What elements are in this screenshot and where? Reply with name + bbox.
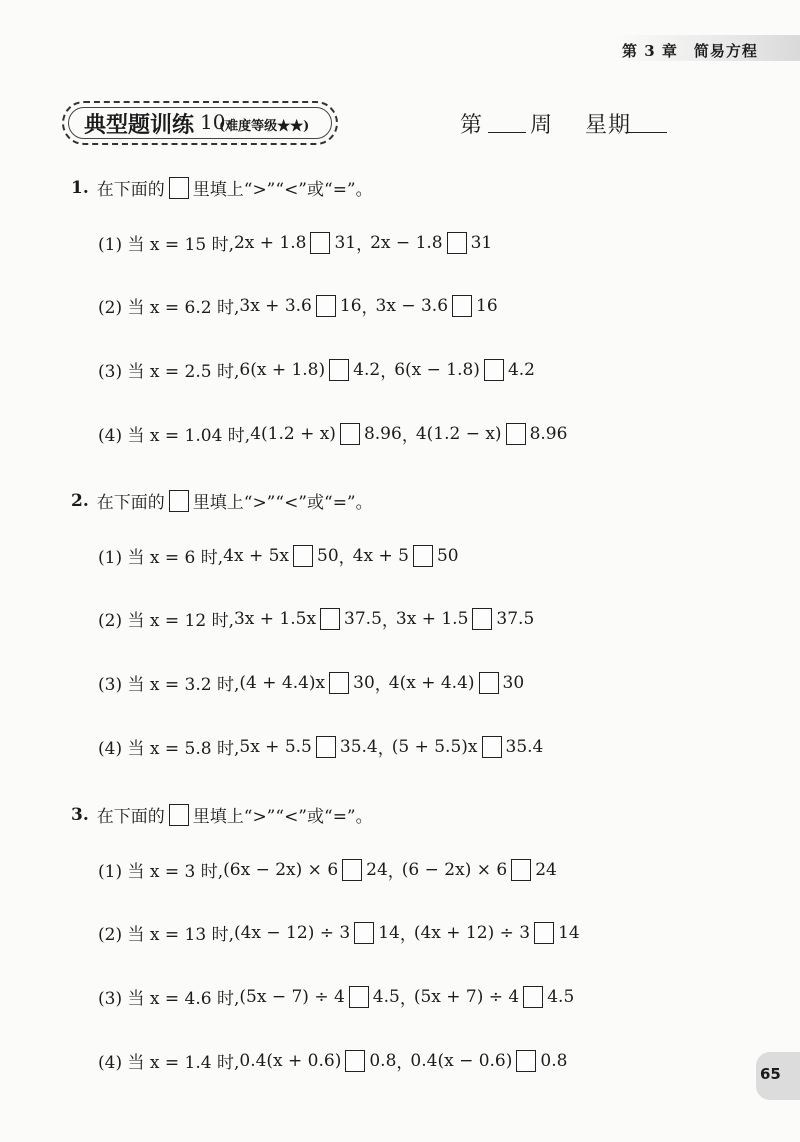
sub-question-label: (3) 当 x = 2.5 时, xyxy=(98,362,240,382)
comma-separator: ， xyxy=(338,548,356,568)
expression-left: (5x + 7) ÷ 4 xyxy=(413,986,520,1007)
comparison-1 xyxy=(239,359,380,381)
sub-question-label: (4) 当 x = 1.4 时, xyxy=(98,1053,240,1073)
exercise-title: 典型题训练 xyxy=(84,112,195,138)
comparison-1 xyxy=(234,608,382,630)
expression-right: 14 xyxy=(558,922,580,943)
example-answer-box xyxy=(169,177,189,199)
comparison-2 xyxy=(389,672,524,694)
expression-left: (5x − 7) ÷ 4 xyxy=(239,986,345,1007)
expression-left: 2x + 1.8 xyxy=(233,232,307,253)
expression-left: 4(1.2 − x) xyxy=(415,423,502,444)
expression-right: 16 xyxy=(339,295,362,316)
comparison-1 xyxy=(239,1050,396,1072)
question-prompt-after: 里填上“>”“<”或“=”。 xyxy=(192,807,373,827)
question-prompt-before: 在下面的 xyxy=(96,493,165,513)
question-heading xyxy=(71,175,373,200)
sub-question-row xyxy=(98,1048,567,1073)
question-prompt-after: 里填上“>”“<”或“=”。 xyxy=(192,180,373,200)
expression-left: 0.4(x + 0.6) xyxy=(239,1050,342,1071)
answer-box[interactable] xyxy=(482,736,502,758)
comparison-2 xyxy=(396,608,534,630)
sub-question-row xyxy=(98,293,498,318)
answer-box[interactable] xyxy=(484,359,504,381)
expression-right: 30 xyxy=(353,672,375,693)
expression-right: 37.5 xyxy=(496,608,535,629)
comparison-2 xyxy=(392,736,544,758)
comma-separator: ， xyxy=(380,362,398,382)
answer-box[interactable] xyxy=(342,859,362,881)
answer-box[interactable] xyxy=(316,736,336,758)
sub-question-row xyxy=(98,920,580,945)
answer-box[interactable] xyxy=(413,545,433,567)
sub-question-label: (2) 当 x = 12 时, xyxy=(98,611,234,631)
expression-left: 2x − 1.8 xyxy=(370,232,443,253)
question-number: 3. xyxy=(71,804,89,825)
sub-question-label: (4) 当 x = 5.8 时, xyxy=(98,739,240,759)
comparison-2 xyxy=(416,423,568,445)
expression-left: 3x + 1.5x xyxy=(233,608,317,629)
answer-box[interactable] xyxy=(320,608,340,630)
comparison-1 xyxy=(250,423,402,445)
expression-right: 4.2 xyxy=(353,359,381,380)
expression-right: 4.5 xyxy=(372,986,400,1007)
sub-question-row xyxy=(98,857,557,882)
question-prompt-before: 在下面的 xyxy=(96,807,165,827)
expression-left: (4x − 12) ÷ 3 xyxy=(233,922,351,943)
expression-right: 37.5 xyxy=(344,608,382,629)
comma-separator: ， xyxy=(377,739,395,759)
expression-left: (6 − 2x) × 6 xyxy=(401,859,508,880)
expression-left: 4x + 5 xyxy=(352,545,409,566)
comma-separator: ， xyxy=(399,925,417,945)
comma-separator: ， xyxy=(396,1053,414,1073)
expression-right: 4.2 xyxy=(507,359,535,380)
answer-box[interactable] xyxy=(447,232,467,254)
answer-box[interactable] xyxy=(516,1050,536,1072)
answer-box[interactable] xyxy=(316,295,336,317)
answer-box[interactable] xyxy=(349,986,369,1008)
sub-question-row xyxy=(98,421,567,446)
comparison-2 xyxy=(414,986,574,1008)
sub-question-label: (1) 当 x = 6 时, xyxy=(98,548,224,568)
comparison-2 xyxy=(402,859,557,881)
answer-box[interactable] xyxy=(329,359,349,381)
question-heading xyxy=(71,802,373,827)
expression-left: 3x + 1.5 xyxy=(395,608,469,629)
expression-right: 35.4 xyxy=(339,736,378,757)
question-prompt-before: 在下面的 xyxy=(96,180,165,200)
comparison-1 xyxy=(239,986,399,1008)
comparison-1 xyxy=(239,295,361,317)
comparison-1 xyxy=(239,672,374,694)
sub-question-row xyxy=(98,734,543,759)
expression-right: 16 xyxy=(476,295,498,316)
expression-left: 3x + 3.6 xyxy=(239,295,312,316)
question-prompt-after: 里填上“>”“<”或“=”。 xyxy=(192,493,373,513)
expression-left: 6(x − 1.8) xyxy=(394,359,480,380)
expression-left: 3x − 3.6 xyxy=(375,295,449,316)
comma-separator: ， xyxy=(399,989,417,1009)
expression-right: 50 xyxy=(317,545,339,566)
expression-left: 4(x + 4.4) xyxy=(388,672,475,693)
expression-right: 4.5 xyxy=(547,986,575,1007)
week-blank xyxy=(488,132,526,133)
sub-question-label: (2) 当 x = 13 时, xyxy=(98,925,234,945)
expression-right: 30 xyxy=(502,672,525,693)
expression-right: 0.8 xyxy=(540,1050,568,1071)
example-answer-box xyxy=(169,490,189,512)
comparison-2 xyxy=(410,1050,567,1072)
comma-separator: ， xyxy=(381,611,399,631)
expression-right: 35.4 xyxy=(505,736,544,757)
comma-separator: ， xyxy=(361,298,379,318)
comma-separator: ， xyxy=(401,426,419,446)
sub-question-row xyxy=(98,670,524,695)
answer-box[interactable] xyxy=(354,922,374,944)
comma-separator: ， xyxy=(356,235,374,255)
answer-box[interactable] xyxy=(345,1050,365,1072)
week-suffix-label: 周 xyxy=(530,113,553,138)
answer-box[interactable] xyxy=(310,232,330,254)
answer-box[interactable] xyxy=(329,672,349,694)
answer-box[interactable] xyxy=(293,545,313,567)
comparison-2 xyxy=(353,545,459,567)
expression-right: 0.8 xyxy=(369,1050,397,1071)
expression-left: 4x + 5x xyxy=(223,545,290,566)
sub-question-label: (1) 当 x = 3 时, xyxy=(98,862,224,882)
expression-left: 4(1.2 + x) xyxy=(250,423,336,444)
comparison-2 xyxy=(394,359,535,381)
expression-right: 14 xyxy=(378,922,400,943)
week-prefix-label: 第 xyxy=(460,113,483,138)
sub-question-label: (1) 当 x = 15 时, xyxy=(98,235,234,255)
sub-question-row xyxy=(98,230,492,255)
comparison-2 xyxy=(414,922,580,944)
expression-right: 31 xyxy=(470,232,493,253)
sub-question-label: (3) 当 x = 3.2 时, xyxy=(98,675,240,695)
expression-right: 8.96 xyxy=(363,423,402,444)
difficulty-level: (难度等级★★) xyxy=(219,119,310,134)
weekday-blank xyxy=(627,132,667,133)
answer-box[interactable] xyxy=(506,423,526,445)
sub-question-row xyxy=(98,984,574,1009)
sub-question-label: (2) 当 x = 6.2 时, xyxy=(98,298,240,318)
exercise-number: 10 xyxy=(200,110,226,134)
weekday-label: 星期 xyxy=(585,113,632,138)
comma-separator: ， xyxy=(387,862,405,882)
expression-right: 31 xyxy=(334,232,357,253)
sub-question-row xyxy=(98,357,535,382)
expression-right: 50 xyxy=(436,545,459,566)
expression-right: 24 xyxy=(535,859,557,880)
comma-separator: ， xyxy=(374,675,392,695)
expression-left: (4x + 12) ÷ 3 xyxy=(413,922,531,943)
answer-box[interactable] xyxy=(479,672,499,694)
expression-left: 0.4(x − 0.6) xyxy=(410,1050,513,1071)
sub-question-label: (3) 当 x = 4.6 时, xyxy=(98,989,240,1009)
sub-question-label: (4) 当 x = 1.04 时, xyxy=(98,426,251,446)
question-number: 1. xyxy=(71,177,89,198)
comparison-2 xyxy=(376,295,498,317)
sub-question-row xyxy=(98,606,534,631)
chapter-label: 第 3 章 简易方程 xyxy=(622,42,758,60)
expression-left: 6(x + 1.8) xyxy=(239,359,326,380)
question-number: 2. xyxy=(71,490,89,511)
comparison-1 xyxy=(239,736,377,758)
example-answer-box xyxy=(169,804,189,826)
answer-box[interactable] xyxy=(511,859,531,881)
expression-left: (6x − 2x) × 6 xyxy=(223,859,339,880)
answer-box[interactable] xyxy=(472,608,492,630)
expression-right: 8.96 xyxy=(529,423,568,444)
comparison-1 xyxy=(234,232,356,254)
answer-box[interactable] xyxy=(523,986,543,1008)
answer-box[interactable] xyxy=(534,922,554,944)
comparison-2 xyxy=(370,232,492,254)
page-number: 65 xyxy=(760,1065,781,1083)
comparison-1 xyxy=(223,545,339,567)
expression-left: (5 + 5.5)x xyxy=(391,736,478,757)
expression-left: 5x + 5.5 xyxy=(239,736,312,757)
comparison-1 xyxy=(223,859,388,881)
expression-right: 24 xyxy=(366,859,388,880)
answer-box[interactable] xyxy=(340,423,360,445)
sub-question-row xyxy=(98,543,459,568)
question-heading xyxy=(71,488,373,513)
answer-box[interactable] xyxy=(452,295,472,317)
comparison-1 xyxy=(234,922,400,944)
expression-left: (4 + 4.4)x xyxy=(239,672,326,693)
